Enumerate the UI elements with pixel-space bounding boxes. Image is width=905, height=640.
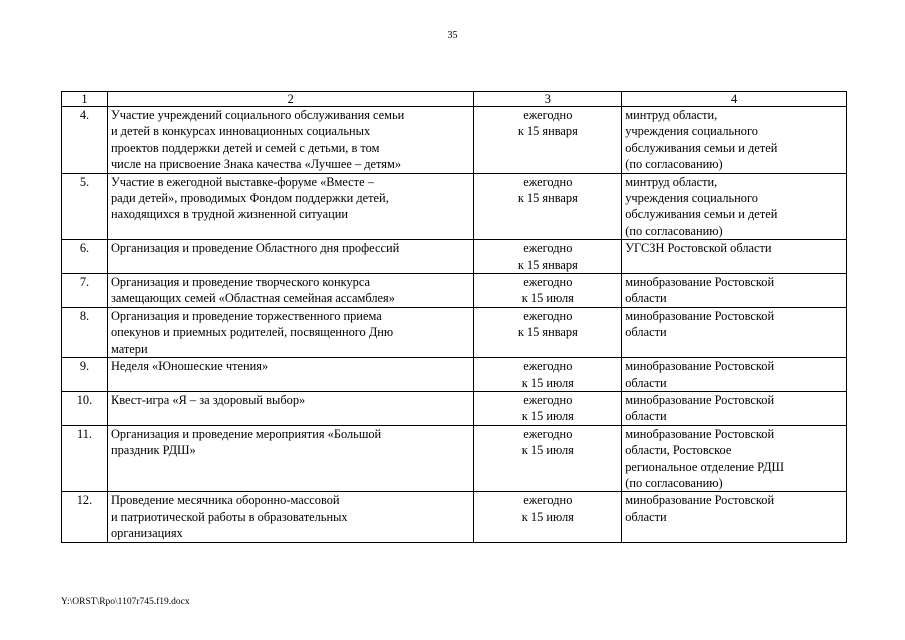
responsible-cell-line: региональное отделение РДШ bbox=[625, 459, 785, 474]
table-row bbox=[62, 358, 847, 392]
term-cell-line: к 15 июля bbox=[521, 375, 574, 390]
table-body bbox=[62, 107, 847, 543]
responsible-cell bbox=[622, 173, 847, 240]
event-cell bbox=[107, 492, 473, 542]
responsible-cell-line: области bbox=[625, 409, 667, 424]
term-cell-line: ежегодно bbox=[523, 108, 573, 122]
event-cell bbox=[107, 274, 473, 308]
responsible-cell bbox=[622, 240, 847, 274]
responsible-cell bbox=[622, 358, 847, 392]
event-cell-line: Проведение месячника оборонно-массовой bbox=[110, 493, 340, 508]
event-cell-line: Организация и проведение мероприятия «Большой bbox=[110, 426, 382, 441]
responsible-cell-line: (по согласованию) bbox=[625, 157, 723, 172]
responsible-cell-line: минобразование Ростовской bbox=[625, 392, 775, 407]
responsible-cell-line: обслуживания семьи и детей bbox=[625, 207, 778, 222]
event-cell-line: находящихся в трудной жизненной ситуации bbox=[110, 207, 348, 222]
event-cell-line: матери bbox=[110, 341, 148, 356]
event-cell bbox=[107, 173, 473, 240]
responsible-cell bbox=[622, 307, 847, 357]
responsible-cell-line: минтруд области, bbox=[625, 108, 718, 122]
row-number: 12. bbox=[62, 492, 108, 542]
responsible-cell-line: минобразование Ростовской bbox=[625, 493, 775, 508]
event-cell bbox=[107, 240, 473, 274]
responsible-cell-line: (по согласованию) bbox=[625, 223, 723, 238]
event-cell-line: Организация и проведение Областного дня профессий bbox=[110, 241, 400, 256]
responsible-cell-line: минтруд области, bbox=[625, 174, 718, 189]
responsible-cell bbox=[622, 274, 847, 308]
page-number: 35 bbox=[447, 30, 458, 41]
event-cell-line: числе на присвоение Знака качества «Лучшее – детям» bbox=[110, 157, 402, 172]
event-cell-line: Организация и проведение торжественного приема bbox=[110, 308, 382, 323]
responsible-cell bbox=[622, 107, 847, 174]
term-cell-line: ежегодно bbox=[523, 308, 573, 323]
event-cell bbox=[107, 358, 473, 392]
header-col-event: 2 bbox=[107, 92, 473, 107]
responsible-cell-line: учреждения социального bbox=[625, 124, 758, 139]
header-col-term: 3 bbox=[474, 92, 622, 107]
event-cell-line: ради детей», проводимых Фондом поддержки детей, bbox=[110, 191, 389, 206]
header-col-number: 1 bbox=[62, 92, 108, 107]
events-table bbox=[61, 91, 847, 543]
row-number: 11. bbox=[62, 425, 108, 492]
term-cell-line: к 15 июля bbox=[521, 291, 574, 306]
term-cell-line: ежегодно bbox=[523, 241, 573, 256]
term-cell bbox=[474, 492, 622, 542]
event-cell bbox=[107, 425, 473, 492]
table-row bbox=[62, 107, 847, 174]
event-cell-line: праздник РДШ» bbox=[110, 443, 196, 458]
term-cell-line: ежегодно bbox=[523, 359, 573, 374]
responsible-cell-line: (по согласованию) bbox=[625, 475, 723, 490]
term-cell bbox=[474, 240, 622, 274]
event-cell-line: и патриотической работы в образовательных bbox=[110, 509, 348, 524]
term-cell-line: к 15 июля bbox=[521, 509, 574, 524]
table-header-row bbox=[62, 92, 847, 107]
event-cell-line: проектов поддержки детей и семей с детьми, в том bbox=[110, 140, 380, 155]
responsible-cell-line: минобразование Ростовской bbox=[625, 426, 775, 441]
term-cell bbox=[474, 107, 622, 174]
header-col-responsible: 4 bbox=[622, 92, 847, 107]
term-cell-line: ежегодно bbox=[523, 493, 573, 508]
responsible-cell-line: области bbox=[625, 509, 667, 524]
row-number: 5. bbox=[62, 173, 108, 240]
event-cell-line: Квест-игра «Я – за здоровый выбор» bbox=[110, 392, 306, 407]
event-cell-line: и детей в конкурсах инновационных социальных bbox=[110, 124, 371, 139]
event-cell bbox=[107, 307, 473, 357]
event-cell-line: Участие в ежегодной выставке-форуме «Вместе – bbox=[110, 174, 374, 189]
term-cell-line: ежегодно bbox=[523, 392, 573, 407]
event-cell-line: организациях bbox=[110, 526, 183, 541]
row-number: 4. bbox=[62, 107, 108, 174]
table-row bbox=[62, 425, 847, 492]
term-cell-line: к 15 июля bbox=[521, 443, 574, 458]
term-cell bbox=[474, 425, 622, 492]
responsible-cell-line: минобразование Ростовской bbox=[625, 308, 775, 323]
event-cell-line: замещающих семей «Областная семейная ассамблея» bbox=[110, 291, 395, 306]
event-cell bbox=[107, 391, 473, 425]
responsible-cell bbox=[622, 492, 847, 542]
row-number: 7. bbox=[62, 274, 108, 308]
row-number: 10. bbox=[62, 391, 108, 425]
row-number: 6. bbox=[62, 240, 108, 274]
table-row bbox=[62, 274, 847, 308]
row-number: 8. bbox=[62, 307, 108, 357]
term-cell bbox=[474, 358, 622, 392]
row-number: 9. bbox=[62, 358, 108, 392]
table-row bbox=[62, 173, 847, 240]
term-cell bbox=[474, 391, 622, 425]
term-cell-line: к 15 января bbox=[517, 257, 578, 272]
term-cell bbox=[474, 274, 622, 308]
event-cell-line: Организация и проведение творческого конкурса bbox=[110, 275, 370, 290]
responsible-cell-line: области, Ростовское bbox=[625, 443, 732, 458]
responsible-cell-line: УГСЗН Ростовской области bbox=[625, 241, 772, 256]
table-row bbox=[62, 391, 847, 425]
event-cell bbox=[107, 107, 473, 174]
term-cell-line: к 15 января bbox=[517, 124, 578, 139]
table-row bbox=[62, 307, 847, 357]
responsible-cell-line: области bbox=[625, 375, 667, 390]
responsible-cell-line: области bbox=[625, 325, 667, 340]
file-path: Y:\ORST\Rpo\1107r745.f19.docx bbox=[61, 597, 190, 607]
responsible-cell-line: учреждения социального bbox=[625, 191, 758, 206]
term-cell bbox=[474, 173, 622, 240]
event-cell-line: Неделя «Юношеские чтения» bbox=[110, 359, 269, 374]
event-cell-line: Участие учреждений социального обслуживания семьи bbox=[110, 108, 405, 122]
term-cell-line: к 15 января bbox=[517, 325, 578, 340]
term-cell-line: ежегодно bbox=[523, 174, 573, 189]
table-row bbox=[62, 492, 847, 542]
term-cell-line: к 15 июля bbox=[521, 409, 574, 424]
responsible-cell bbox=[622, 391, 847, 425]
term-cell-line: ежегодно bbox=[523, 426, 573, 441]
term-cell bbox=[474, 307, 622, 357]
table-row bbox=[62, 240, 847, 274]
responsible-cell-line: обслуживания семьи и детей bbox=[625, 140, 778, 155]
event-cell-line: опекунов и приемных родителей, посвященного Дню bbox=[110, 325, 394, 340]
responsible-cell-line: минобразование Ростовской bbox=[625, 275, 775, 290]
term-cell-line: ежегодно bbox=[523, 275, 573, 290]
responsible-cell-line: минобразование Ростовской bbox=[625, 359, 775, 374]
term-cell-line: к 15 января bbox=[517, 191, 578, 206]
responsible-cell bbox=[622, 425, 847, 492]
responsible-cell-line: области bbox=[625, 291, 667, 306]
